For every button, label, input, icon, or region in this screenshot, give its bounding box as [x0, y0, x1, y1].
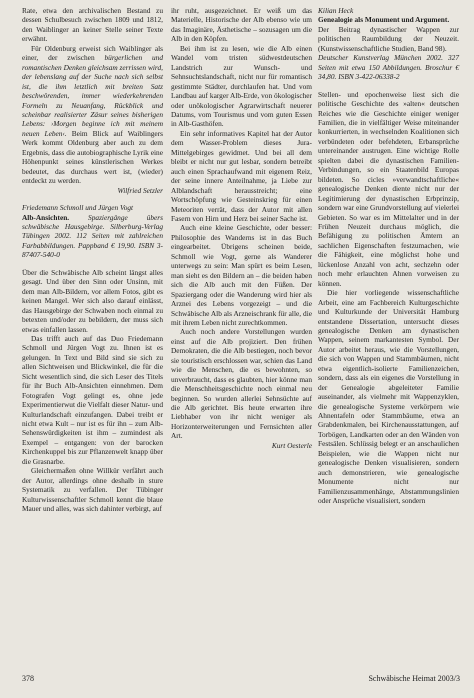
- review-quote: bürgerlichen und romantischen Denken gleichsam zerrissen wird, der lebenslang auf der Suche nach sich selbst ist, die ihm letztlich mit breiten Satz beschwörenden, immer wiederkehrenden Formeln zu Neuanfang, Rückblick und scheinbar realisierter Zäsur seines bisherigen Lebens: ›Morgen beginne ich mit meinem neuen Leben‹.: [22, 53, 164, 138]
- review-paragraph: ihr ruht, ausgezeichnet. Er weiß um das Materielle, Historische der Alb ebenso wie um das Imaginäre, Ästhetische – sozusagen um die Alb in den Köpfen.: [171, 6, 312, 44]
- book-author: Kilian Heck: [318, 6, 354, 15]
- review-paragraph: [22, 44, 163, 186]
- book-subtitle: Spaziergänge übers schwäbische Hausgebirge. Silberburg-Verlag Tübingen 2002. 112 Seiten mit zahlreichen Farbabbildungen. Pappband € 19,90. ISBN 3-87407-540-0: [22, 212, 163, 260]
- review-text: Beim Blick auf Waiblingers Werk kommt Oldenburg aber auch zu dem Ergebnis, dass die autobiographische Lyrik eine Höhenpunkt seines künstlerischen Werkes bedeutet, das durchaus wert ist, (wieder) entdeckt zu werden.: [22, 128, 163, 186]
- review-paragraph: Das trifft auch auf das Duo Friedemann Schmoll und Jürgen Vogt zu. Ihnen ist es gelungen. In Text und Bild sind sie sich zu allen Sichtweisen und Blickwinkel, die für die Sicht wesentlich sind, die sich Leser des Titels für ihr Buch Alb-Ansichten einnehmen. Dem Fotografen Vogt gelingt es, ohne jede Experimentierwut die Vielfalt dieser Natur- und Kulturlandschaft einzufangen. Dabei treibt er nicht etwa Kult – nur ist es für ihn – zum Alb-Sehenswürdigkeiten ist ihm – zumindest als Exempel – entgangen: von der barocken Kirchenkuppel bis zur Pflanzenwelt knapp über die Grasnarbe.: [22, 333, 163, 466]
- book-authors: Friedemann Schmoll und Jürgen Vogt: [22, 203, 134, 213]
- divider: [318, 82, 459, 90]
- column-left: [22, 6, 163, 514]
- book-publisher: Deutscher Kunstverlag München 2002. 327 Seiten mit etwa 150 Abbildungen. Broschur € 34,80. ISBN 3-422-06338-2: [318, 53, 459, 82]
- review-paragraph: Stellen- und epochenweise liest sich die politische Geschichte des »alten« deutschen Reiches wie die Geschichte einiger weniger Familien, die in vielfältiger Weise miteinander konkurrierten, in wechselnden Koalitionen sich verbündeten oder befehdeten, Erbansprüche untereinander austrugen. Eine wichtige Rolle spielten dabei die dynastischen Familien-Verbindungen, so ein Staatenbild Europas bildeten. So cicles »verwandtschaftliche« genealogische Denken diente nicht nur der Legitimierung der dynastischen Erbprinzip, sondern war eine Grundvorstellung auf vielerlei Gebieten. So war es im Mittelalter und in der Frühen Neuzeit durchaus möglich, die Befähigung zu politischen Ämtern an sachlichen Eigenschaften festzumachen, wie die Fähigkeit, eine möglichst hohe und lückenlose Anzahl von acht, sechzehn oder noch mehr erlauchten Ahnen vorweisen zu können.: [318, 89, 459, 288]
- column-right: [318, 6, 459, 506]
- book-title: Alb-Ansichten.: [22, 212, 70, 222]
- review-paragraph: Über die Schwäbische Alb scheint längst alles gesagt. Und über den Sinn oder Unsinn, mit dem man Alb-Bildern, vor allem Fotos, gibt es keinen Mangel. Wer sich also darauf einlässt, das Hausgebirge der Schwaben noch einmal zu betexten und/oder zu bebildern, der muss sich etwas einfallen lassen.: [22, 267, 163, 334]
- review-signature: Kurt Oesterle: [271, 440, 312, 450]
- journal-name: Schwäbische Heimat 2003/3: [368, 674, 460, 683]
- review-signature: Wilfried Setzler: [117, 185, 163, 195]
- review-text: Für Oldenburg erweist sich Waiblinger als einer, der zwischen: [22, 43, 163, 63]
- review-paragraph: Auch noch andere Vorstellungen wurden einst auf die Alb projiziert. Den frühen Demokraten, die die Alb bestiegen, noch bevor sie touristisch erschlossen war, schien das Land wie die Menschen, die es bewohnten, so unverbraucht, dass es glaubten, hier könne man die Menschheitsgeschichte noch einmal neu beginnen. So wurden allerlei Sehnsüchte auf die Alb gerichtet. Bis heute erwarten ihre Liebhaber von ihr nicht weniger als Horizonterweiterungen und Fernsichten aller Art.: [171, 327, 312, 441]
- column-middle: [171, 6, 312, 450]
- review-paragraph: Die hier vorliegende wissenschaftliche Arbeit, eine am Fachbereich Kulturgeschichte und Kulturkunde der Universität Hamburg entstandene Dissertation, untersucht dieses genealogische Denken am dynastischen Wappen, seinem markantesten Symbol. Der Autor arbeitet heraus, wie die Vorstellungen, die sich von Wappen und Stammbäumen, nicht etwa eigentlich-isolierte Familienzeichen, sondern, dass als ein eigenes die Vorstellung in der Genealogie abgeleiteter Familie auseinander, als vielmehr mit Wappenzyklen, die genealogische Systeme verkörpern wie Ahnentafeln oder Stammbäume, etwa an Grabdenkmalen, bei Kirchenausstattungen, auf Torbögen, Landkarten oder an den Wänden von Festsälen. Schlüssig belegt er an anschaulichen Beispielen, wie die Wappen nicht nur genealogische Denken visualisieren, sondern auch demonstrieren, wie genealogische Monumente nicht nur Familienzusammenhänge, Abstammungslinien oder Ansprüche visualisiert, sondern: [318, 288, 459, 506]
- review-paragraph: Bei ihm ist zu lesen, wie die Alb einen Wandel vom tristen südwestdeutschen Landstrich zur Wunsch- und Sehnsuchtslandschaft, nicht nur für romantisch gestimmte Städter, durchlaufen hat. Und vom Landbau auf karger Alb-Erde, von ökologischer oder unökologischer Agrarwirtschaft neuerer Datums, vom Tourismus und vom guten Essen in Alb-Gasthöfen.: [171, 43, 312, 129]
- review-paragraph: Gleichermaßen ohne Willkür verfährt auch der Autor, allerdings ohne deshalb in sture Systematik zu verfallen. Der Tübinger Kulturwissenschaftler Schmoll kennt die blaue Mauer und alles, was sich dahinter verbirgt, auf: [22, 466, 163, 514]
- review-paragraph: Rate, etwa den archivalischen Bestand zu dessen Schulbesuch zwischen 1809 und 1812, den Waiblinger an keiner Stelle seiner Texte erwähnt.: [22, 6, 163, 44]
- book-citation: [22, 213, 163, 260]
- divider: [22, 260, 163, 268]
- page-number: 378: [22, 674, 34, 683]
- review-paragraph: Auch eine kleine Geschichte, oder besser: Philosophie des Wanderns ist in das Buch eingearbeitet. Übrigens scheinen beide, Schmoll wie Vogt, gerne als Wanderer unterwegs zu sein: Man spürt es beim Lesen, man sieht es den Bildern an – die beiden haben sich die Alb auch mit den Füßen. Der Spaziergang oder die Wanderung wird hier als Arznei des Lebens vorgezeigt – und die Schwäbische Alb als Arzneischrank für alle, die mit ihrem Leben nicht zurechtkommen.: [171, 223, 312, 327]
- book-subtitle: Der Beitrag dynastischer Wappen zur politischen Raumbildung der Neuzeit. (Kunstwissenschaftliche Studien, Band 98).: [318, 24, 459, 53]
- review-paragraph: Ein sehr informatives Kapitel hat der Autor dem Wasser-Problem dieses Jura-Mittelgebirges gewidmet. Und bei all dem bleibt er nicht nur gut lesbar, sondern betreibt auch einen Sprachaufwand mit eigenem Reiz, der seine innere Anteilnahme, ja Liebe zur Alblandschaft herausstreicht; eine Wortschöpfung wie Gesteinskrieg für einen Meteoriten verrät, dass der Autor mit allen Fasern von Hirn und Herz bei seiner Sache ist.: [171, 128, 312, 223]
- divider: [22, 195, 163, 203]
- book-title: Genealogie als Monument und Argument.: [318, 15, 450, 25]
